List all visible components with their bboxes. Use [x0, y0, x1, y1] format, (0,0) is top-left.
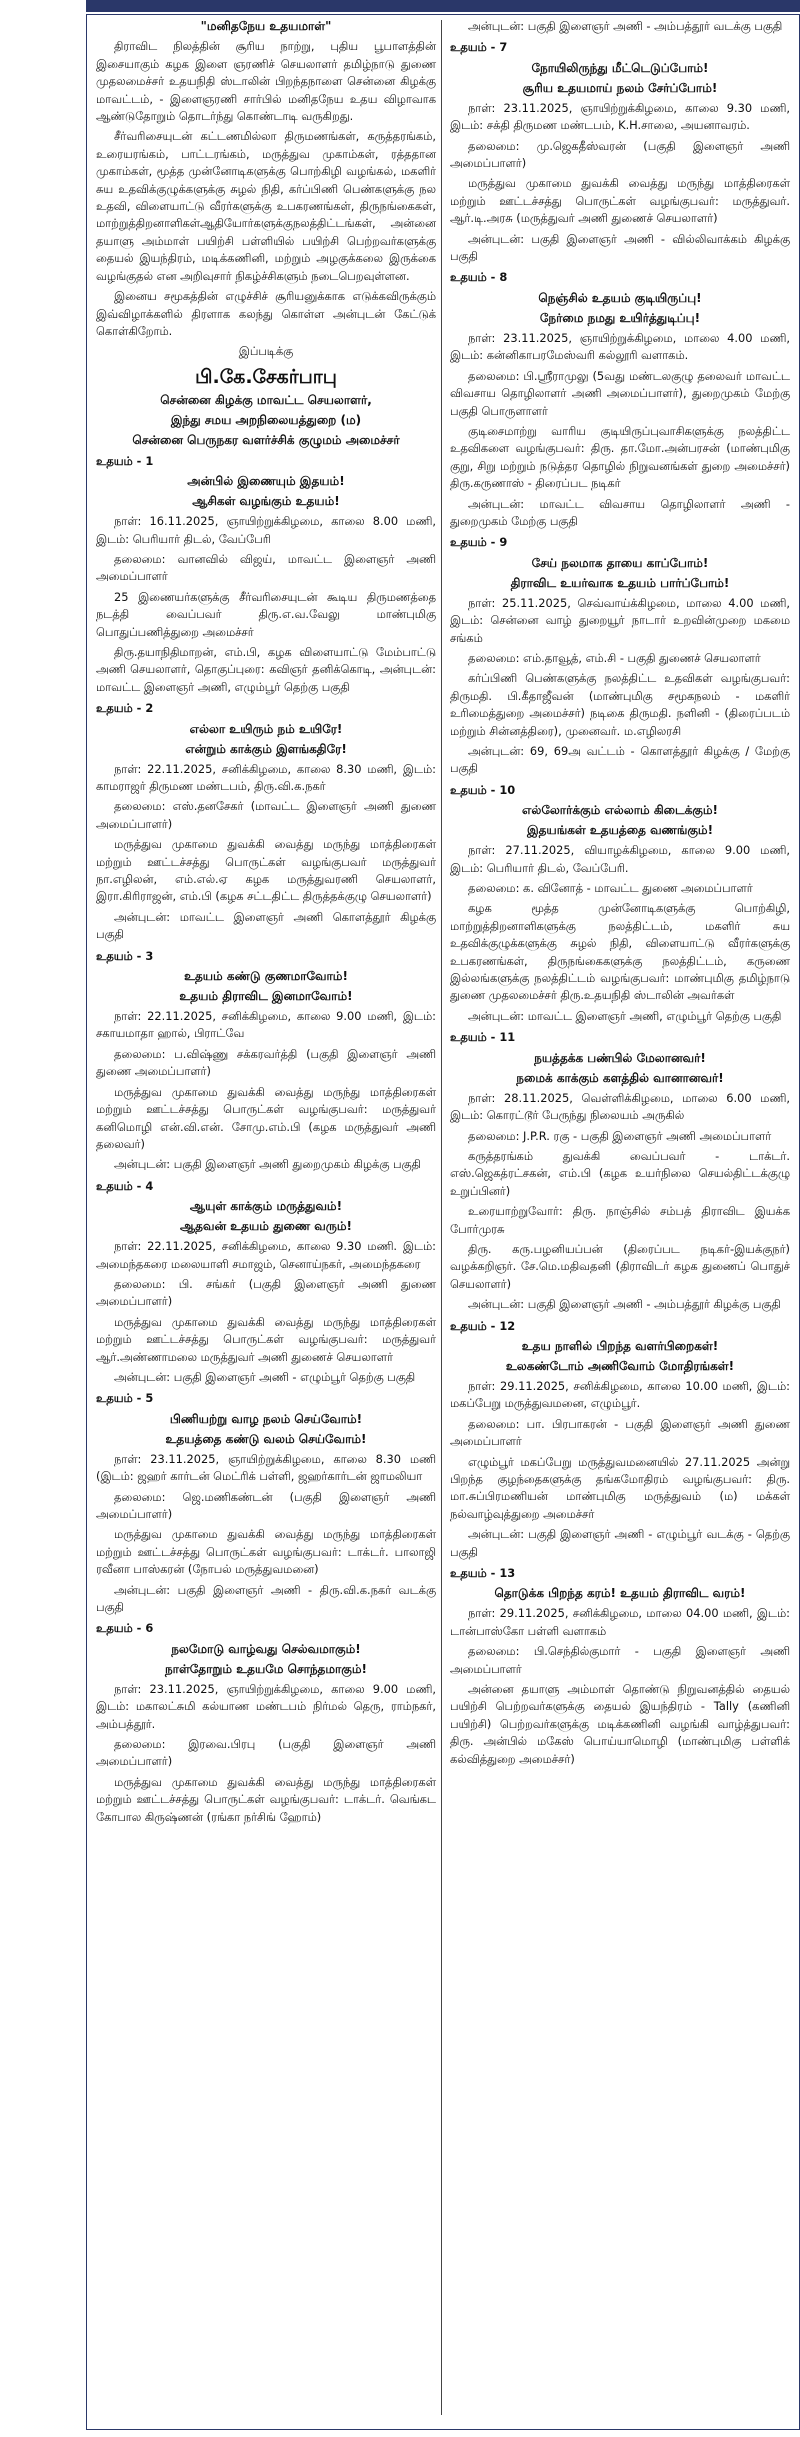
event-heading: உதயம் - 4 — [96, 1178, 154, 1193]
event-heading: உதயம் - 11 — [450, 1030, 516, 1045]
event-body: குடிசைமாற்று வாரிய குடியிருப்புவாசிகளுக்கு நலத்திட்ட உதவிகளை வழங்குபவர்: திரு. தா.மோ.அன்பரசன் (மாண்புமிகு குறு, சிறு மற்றும் நடுத்தர தொழில் நிறுவனங்கள் துறை அமைச்சர்) திரு.கருணாஸ் - திரைப்பட நடிகர் — [450, 423, 790, 491]
event-heading: உதயம் - 5 — [96, 1391, 154, 1406]
event-body: மருத்துவ முகாமை துவக்கி வைத்து மருந்து மாத்திரைகள் மற்றும் ஊட்டச்சத்து பொருட்கள் வழங்குபவர்: மருத்துவர் கனிமொழி என்.வி.என். சோமு.எம்.பி (கழக மருத்துவர் அணி தலைவர்) — [96, 1084, 436, 1151]
event-chair: தலைமை: ப.விஷ்ணு சக்கரவர்த்தி (பகுதி இளைஞர் அணி துணை அமைப்பாளர்) — [96, 1046, 436, 1079]
event-slogan: உதயம் கண்டு குணமாவோம்! — [184, 969, 348, 984]
intro-paragraph: இனைய சமூகத்தின் எழுச்சிச் சூரியனுக்காக எடுக்கவிருக்கும் இவ்விழாக்களில் திரளாக கலந்து கொள்ள அன்புடன் கேட்டுக் கொள்கிறோம். — [96, 289, 436, 338]
event-slogan: உதய நாளில் பிறந்த வளர்பிறைகள்! — [521, 1338, 719, 1353]
event-chair: தலைமை: பி. சங்கர் (பகுதி இளைஞர் அணி துணை அமைப்பாளர்) — [96, 1276, 436, 1309]
event-body: 25 இணையர்களுக்கு சீர்வரிசையுடன் கூடிய திருமணத்தை நடத்தி வைப்பவர் திரு.எ.வ.வேலு மாண்புமிகு பொதுப்பணித்துறை அமைச்சர் — [96, 589, 436, 639]
event-date: நாள்: 22.11.2025, சனிக்கிழமை, காலை 9.30 மணி. இடம்: அமைந்தகரை மலையாளி சமாஜம், செனாய்நகர், அமைந்தகரை — [96, 1239, 436, 1271]
event-guests: திரு.தயாநிதிமாறன், எம்.பி, கழக விளையாட்டு மேம்பாட்டு அணி செயலாளர், தொகுப்புரை: கவிஞர் தனிக்கொடி, அன்புடன்: மாவட்ட இளைஞர் அணி, எழும்பூர் தெற்கு பகுதி — [96, 644, 436, 694]
event-slogan: என்றும் காக்கும் இளங்கதிரே! — [185, 741, 347, 756]
event-chair: தலைமை: ஜெ.மணிகண்டன் (பகுதி இளைஞர் அணி அமைப்பாளர்) — [96, 1489, 436, 1521]
left-column — [96, 18, 436, 1829]
event-organiser: அன்புடன்: பகுதி இளைஞர் அணி - வில்லிவாக்கம் கிழக்கு பகுதி — [450, 231, 790, 264]
event-chair: தலைமை: எஸ்.தனசேகர் (மாவட்ட இளைஞர் அணி துணை அமைப்பாளர்) — [96, 799, 436, 831]
event-heading: உதயம் - 13 — [450, 1566, 516, 1581]
right-column — [450, 18, 790, 1771]
event-slogan: திராவிட உயர்வாக உதயம் பார்ப்போம்! — [510, 575, 730, 590]
event-slogan: எல்லோர்க்கும் எல்லாம் கிடைக்கும்! — [522, 803, 718, 818]
event-date: நாள்: 25.11.2025, செவ்வாய்க்கிழமை, மாலை 4.00 மணி, இடம்: சென்னை வாழ் துறையூர் நாடார் உறவின்முறை மகமை சங்கம் — [450, 595, 790, 645]
event-slogan: ஆதவன் உதயம் துணை வரும்! — [179, 1219, 353, 1234]
event-date: நாள்: 23.11.2025, ஞாயிற்றுக்கிழமை, காலை 9.00 மணி, இடம்: மகாலட்சுமி கல்யாண மண்டபம் நிர்மல் தெரு, ராம்நகர், அம்பத்தூர். — [96, 1681, 436, 1731]
event-slogan: நமைக் காக்கும் களத்தில் வானானவர்! — [516, 1070, 724, 1085]
event-heading: உதயம் - 9 — [450, 535, 508, 550]
event-slogan: சூரிய உதயமாய் நலம் சேர்ப்போம்! — [522, 80, 718, 95]
event-heading: உதயம் - 10 — [450, 782, 516, 797]
event-chair: தலைமை: எம்.தாவூத், எம்.சி - பகுதி துணைச் செயலாளர் — [468, 650, 761, 665]
event-date: நாள்: 27.11.2025, வியாழக்கிழமை, காலை 9.00 மணி, இடம்: பெரியார் திடல், வேப்பேரி. — [450, 843, 790, 875]
event-slogan: அன்பில் இணையும் இதயம்! — [187, 474, 345, 489]
event-slogan: இதயங்கள் உதயத்தை வணங்கும்! — [526, 823, 714, 838]
event-body: மருத்துவ முகாமை துவக்கி வைத்து மருந்து மாத்திரைகள் மற்றும் ஊட்டச்சத்து பொருட்கள் வழங்குபவர்: மருத்துவர் ஆர்.அண்ணாமலை மருத்துவர் அணி துணைச் செயலாளர் — [96, 1314, 436, 1364]
event-slogan: உதயம் திராவிட இனமாவோம்! — [179, 989, 353, 1004]
event-organiser: அன்புடன்: பகுதி இளைஞர் அணி - எழும்பூர் வடக்கு - தெற்கு பகுதி — [450, 1527, 790, 1559]
intro-title: "மனிதநேய உதயமாள்" — [200, 19, 332, 33]
event-slogan: நலமோடு வாழ்வது செல்வமாகும்! — [171, 1641, 361, 1656]
event-chair: தலைமை: பா. பிரபாகரன் - பகுதி இளைஞர் அணி துணை அமைப்பாளர் — [450, 1416, 790, 1449]
author-role: சென்னை பெருநகர வளர்ச்சிக் குழுமம் அமைச்சர் — [132, 432, 400, 447]
event-slogan: உதயத்தை கண்டு வலம் செய்வோம்! — [165, 1431, 367, 1446]
event-speakers: உரையாற்றுவோர்: திரு. நாஞ்சில் சம்பத் திராவிட இயக்க போர்முரசு — [450, 1204, 790, 1236]
event-organiser: அன்புடன்: பகுதி இளைஞர் அணி - அம்பத்தூர் கிழக்கு பகுதி — [468, 1297, 781, 1312]
event-chair: தலைமை: இரவை.பிரபு (பகுதி இளைஞர் அணி அமைப்பாளர்) — [96, 1737, 436, 1769]
event-heading: உதயம் - 12 — [450, 1318, 516, 1333]
event-slogan: நெஞ்சில் உதயம் குடியிருப்பு! — [538, 290, 702, 305]
event-date: நாள்: 23.11.2025, ஞாயிற்றுக்கிழமை, காலை 8.30 மணி (இடம்: ஜஹர் கார்டன் மெட்ரிக் பள்ளி, ஜஹர்கார்டன் ஜாமலியா — [96, 1451, 436, 1484]
event-slogan: எல்லா உயிரும் நம் உயிரே! — [189, 721, 343, 736]
event-chair: தலைமை: பி.செந்தில்குமார் - பகுதி இளைஞர் அணி அமைப்பாளர் — [450, 1644, 790, 1676]
event-date: நாள்: 29.11.2025, சனிக்கிழமை, காலை 10.00 மணி, இடம்: மகப்பேறு மருத்துவமனை, எழும்பூர். — [450, 1378, 790, 1411]
signoff: இப்படிக்கு — [238, 344, 294, 359]
event-date: நாள்: 22.11.2025, சனிக்கிழமை, காலை 8.30 மணி, இடம்: காமராஜர் திருமண மண்டபம், திரு.வி.க.நகர் — [96, 761, 436, 793]
event-slogan: நோயிலிருந்து மீட்டெடுப்போம்! — [531, 60, 709, 75]
event-slogan: நாள்தோறும் உதயமே சொந்தமாகும்! — [164, 1661, 368, 1676]
event-slogan: தொடுக்க பிறந்த கரம்! உதயம் திராவிட வரம்! — [494, 1586, 746, 1601]
event-slogan: நயத்தக்க பண்பில் மேலானவர்! — [534, 1050, 706, 1065]
event-slogan: சேய் நலமாக தாயை காப்போம்! — [531, 555, 709, 570]
event-date: நாள்: 28.11.2025, வெள்ளிக்கிழமை, மாலை 6.00 மணி, இடம்: கொரட்டூர் பேருந்து நிலையம் அருகில் — [450, 1090, 790, 1123]
event-slogan: பிணியற்று வாழ நலம் செய்வோம்! — [169, 1411, 363, 1426]
event-chair: தலைமை: J.P.R. ரகு - பகுதி இளைஞர் அணி அமைப்பாளர் — [468, 1128, 772, 1143]
event-heading: உதயம் - 6 — [96, 1621, 154, 1636]
event-heading: உதயம் - 3 — [96, 948, 154, 963]
event-chair: தலைமை: க. வினோத் - மாவட்ட துணை அமைப்பாளர் — [468, 881, 753, 896]
event-heading: உதயம் - 2 — [96, 701, 154, 716]
event-date: நாள்: 22.11.2025, சனிக்கிழமை, காலை 9.00 மணி, இடம்: சகாயமாதா ஹால், பிராட்வே — [96, 1009, 436, 1041]
event-slogan: ஆயுள் காக்கும் மருத்துவம்! — [189, 1199, 343, 1214]
header-band — [86, 0, 800, 12]
event-heading: உதயம் - 7 — [450, 40, 508, 55]
event-body: மருத்துவ முகாமை துவக்கி வைத்து மருந்து மாத்திரைகள் மற்றும் ஊட்டச்சத்து பொருட்கள் வழங்குபவர்: டாக்டர். வெங்கட கோபால கிருஷ்ணன் (ரங்கா நர்சிங் ஹோம்) — [96, 1774, 436, 1824]
intro-paragraph: சீர்வரிசையுடன் கட்டணமில்லா திருமணங்கள், கருத்தரங்கம், உரையரங்கம், பாட்டரங்கம், மருத்துவ முகாம்கள், ரத்ததான முகாம்கள், மூத்த முன்னோடிகளுக்கு பொற்கிழி வழங்கல், மகளிர் சுய உதவிக்குழுக்களுக்கு சுழல் நிதி, கர்ப்பிணி பெண்களுக்கு நல உதவி, விளையாட்டு வீரர்களுக்கு உபகரணங்கள், திருநங்கைகள், மாற்றுத்திறனாளிகள்ஆதியோர்களுக்குநலத்திட்டங்கள், அன்னை தயாளு அம்மாள் பயிற்சி பள்ளியில் பயிற்சி பெற்றவர்களுக்கு தையல் இயந்திரம், மடிக்கணினி, மற்றும் அழகுக்கலை இருக்கை வழங்குதல் என அறிவுசார் நிகழ்ச்சிகளும் நடைபெறவுள்ளன. — [96, 129, 436, 283]
event-body: கழக மூத்த முன்னோடிகளுக்கு பொற்கிழி, மாற்றுத்திறனாளிகளுக்கு நலத்திட்டம், மகளிர் சுய உதவிக்குழுக்களுக்கு சுழல் நிதி, விளையாட்டு வீரர்களுக்கு உபகரணங்கள், திருநங்கைகளுக்கு நலத்திட்டம், கருணை இல்லங்களுக்கு நலத்திட்டம் வழங்குபவர்: மாண்புமிகு தமிழ்நாடு துணை முதலமைச்சர் திரு.உதயநிதி ஸ்டாலின் அவர்கள் — [450, 901, 790, 1003]
column-divider — [441, 20, 442, 2415]
event-body: கருத்தரங்கம் துவக்கி வைப்பவர் - டாக்டர். எஸ்.ஜெகத்ரட்சகன், எம்.பி (கழக உயர்நிலை செயல்திட்டக்குழு உறுப்பினர்) — [450, 1148, 790, 1198]
author-role: இந்து சமய அறநிலையத்துறை (ம) — [170, 412, 362, 427]
event-heading: உதயம் - 1 — [96, 453, 154, 468]
event-organiser: அன்புடன்: பகுதி இளைஞர் அணி - எழும்பூர் தெற்கு பகுதி — [114, 1369, 416, 1384]
event-body: அன்னை தயாளு அம்மாள் தொண்டு நிறுவனத்தில் தையல் பயிற்சி பெற்றவர்களுக்கு தையல் இயந்திரம் - Tally (கணினி பயிற்சி) பெற்றவர்களுக்கு மடிக்கணினி வழங்கி வாழ்த்துபவர்: திரு. அன்பில் மகேஸ் பொய்யாமொழி (மாண்புமிகு பள்ளிக் கல்வித்துறை அமைச்சர்) — [450, 1682, 790, 1766]
event-organiser: அன்புடன்: 69, 69அ வட்டம் - கொளத்தூர் கிழக்கு / மேற்கு பகுதி — [450, 744, 790, 776]
author-name: பி.கே.சேகர்பாபு — [195, 365, 337, 388]
event-organiser: அன்புடன்: பகுதி இளைஞர் அணி - அம்பத்தூர் வடக்கு பகுதி — [468, 19, 783, 33]
event-heading: உதயம் - 8 — [450, 270, 508, 285]
intro-paragraph: திராவிட நிலத்தின் சூரிய நாற்று, புதிய பூபாளத்தின் இசையாகும் கழக இளை ஞரணிச் செயலாளர் தமிழ்நாடு துணை முதலமைச்சர் உதயநிதி ஸ்டாலின் பிறந்தநாளை சென்னை கிழக்கு மாவட்டம், - இளைஞரணி சார்பில் மனிதநேய உதய விழாவாக ஆண்டுதோறும் தொடர்ந்து கொண்டாடி வருகிறது. — [96, 39, 436, 124]
event-chair: தலைமை: மு.ஜெகதீஸ்வரன் (பகுதி இளைஞர் அணி அமைப்பாளர்) — [450, 138, 790, 171]
event-organiser: அன்புடன்: பகுதி இளைஞர் அணி துறைமுகம் கிழக்கு பகுதி — [114, 1157, 421, 1172]
event-chair: தலைமை: பி.ஸ்ரீராமுலு (5வது மண்டலகுழு தலைவர் மாவட்ட விவசாய தொழிலாளர் அணி அமைப்பாளர்), துறைமுகம் மேற்கு பகுதி பொருளாளர் — [450, 368, 790, 418]
event-body: மருத்துவ முகாமை துவக்கி வைத்து மருந்து மாத்திரைகள் மற்றும் ஊட்டச்சத்து பொருட்கள் வழங்குபவர் மருத்துவர் நா.எழிலன், எம்.எல்.ஏ கழக மருத்துவரணி செயலாளர், இரா.கிரிராஜன், எம்.பி (கழக சட்டதிட்ட திருத்தக்குழு செயலாளர்) — [96, 837, 436, 904]
event-body: கர்ப்பிணி பெண்களுக்கு நலத்திட்ட உதவிகள் வழங்குபவர்: திருமதி. பி.கீதாஜீவன் (மாண்புமிகு சமூகநலம் - மகளிர் உரிமைத்துறை அமைச்சர்) நடிகை திருமதி. நளினி - (திரைப்படம் மற்றும் சின்னத்திரை), முனைவர். ம.எழிலரசி — [450, 671, 790, 738]
event-organiser: அன்புடன்: மாவட்ட இளைஞர் அணி, எழும்பூர் தெற்கு பகுதி — [468, 1008, 782, 1023]
event-organiser: அன்புடன்: பகுதி இளைஞர் அணி - திரு.வி.க.நகர் வடக்கு பகுதி — [96, 1582, 436, 1615]
event-date: நாள்: 23.11.2025, ஞாயிற்றுக்கிழமை, மாலை 4.00 மணி, இடம்: கன்னிகாபரமேஸ்வரி கல்லூரி வளாகம். — [450, 330, 790, 363]
event-slogan: ஆசிகள் வழங்கும் உதயம்! — [192, 494, 340, 509]
event-organiser: அன்புடன்: மாவட்ட விவசாய தொழிலாளர் அணி - துறைமுகம் மேற்கு பகுதி — [450, 496, 790, 528]
event-date: நாள்: 29.11.2025, சனிக்கிழமை, மாலை 04.00 மணி, இடம்: டான்பாஸ்கோ பள்ளி வளாகம் — [450, 1606, 790, 1638]
event-slogan: உலகண்டோம் அணிவோம் மோதிரங்கள்! — [505, 1358, 735, 1373]
event-slogan: நேர்மை நமது உயிர்த்துடிப்பு! — [539, 310, 701, 325]
event-speakers: திரு. கரு.பழனியப்பன் (திரைப்பட நடிகர்-இயக்குநர்) வழக்கறிஞர். சே.மெ.மதிவதனி (திராவிடர் கழக துணைப் பொதுச் செயலாளர்) — [450, 1241, 790, 1291]
event-date: நாள்: 23.11.2025, ஞாயிற்றுக்கிழமை, காலை 9.30 மணி, இடம்: சக்தி திருமண மண்டபம், K.H.சாலை, அயனாவரம். — [450, 100, 790, 133]
event-body: எழும்பூர் மகப்பேறு மருத்துவமனையில் 27.11.2025 அன்று பிறந்த குழந்தைகளுக்கு தங்கமோதிரம் வழங்குபவர்: திரு. மா.சுப்பிரமணியன் மாண்புமிகு மருத்துவம் (ம) மக்கள் நல்வாழ்வுத்துறை அமைச்சர் — [450, 1454, 790, 1521]
event-body: மருத்துவ முகாமை துவக்கி வைத்து மருந்து மாத்திரைகள் மற்றும் ஊட்டச்சத்து பொருட்கள் வழங்குபவர்: மருத்துவர். ஆர்.டி.அரசு (மருத்துவர் அணி துணைச் செயலாளர்) — [450, 176, 790, 226]
author-role: சென்னை கிழக்கு மாவட்ட செயலாளர், — [160, 392, 372, 407]
event-chair: தலைமை: வானவில் விஜய், மாவட்ட இளைஞர் அணி அமைப்பாளர் — [96, 551, 436, 584]
event-body: மருத்துவ முகாமை துவக்கி வைத்து மருந்து மாத்திரைகள் மற்றும் ஊட்டச்சத்து பொருட்கள் வழங்குபவர்: டாக்டர். பாலாஜி ரவீனா பாஸ்கரன் (நோபல் மருத்துவமனை) — [96, 1527, 436, 1577]
event-organiser: அன்புடன்: மாவட்ட இளைஞர் அணி கொளத்தூர் கிழக்கு பகுதி — [96, 909, 436, 942]
event-date: நாள்: 16.11.2025, ஞாயிற்றுக்கிழமை, காலை 8.00 மணி, இடம்: பெரியார் திடல், வேப்பேரி — [96, 514, 436, 546]
